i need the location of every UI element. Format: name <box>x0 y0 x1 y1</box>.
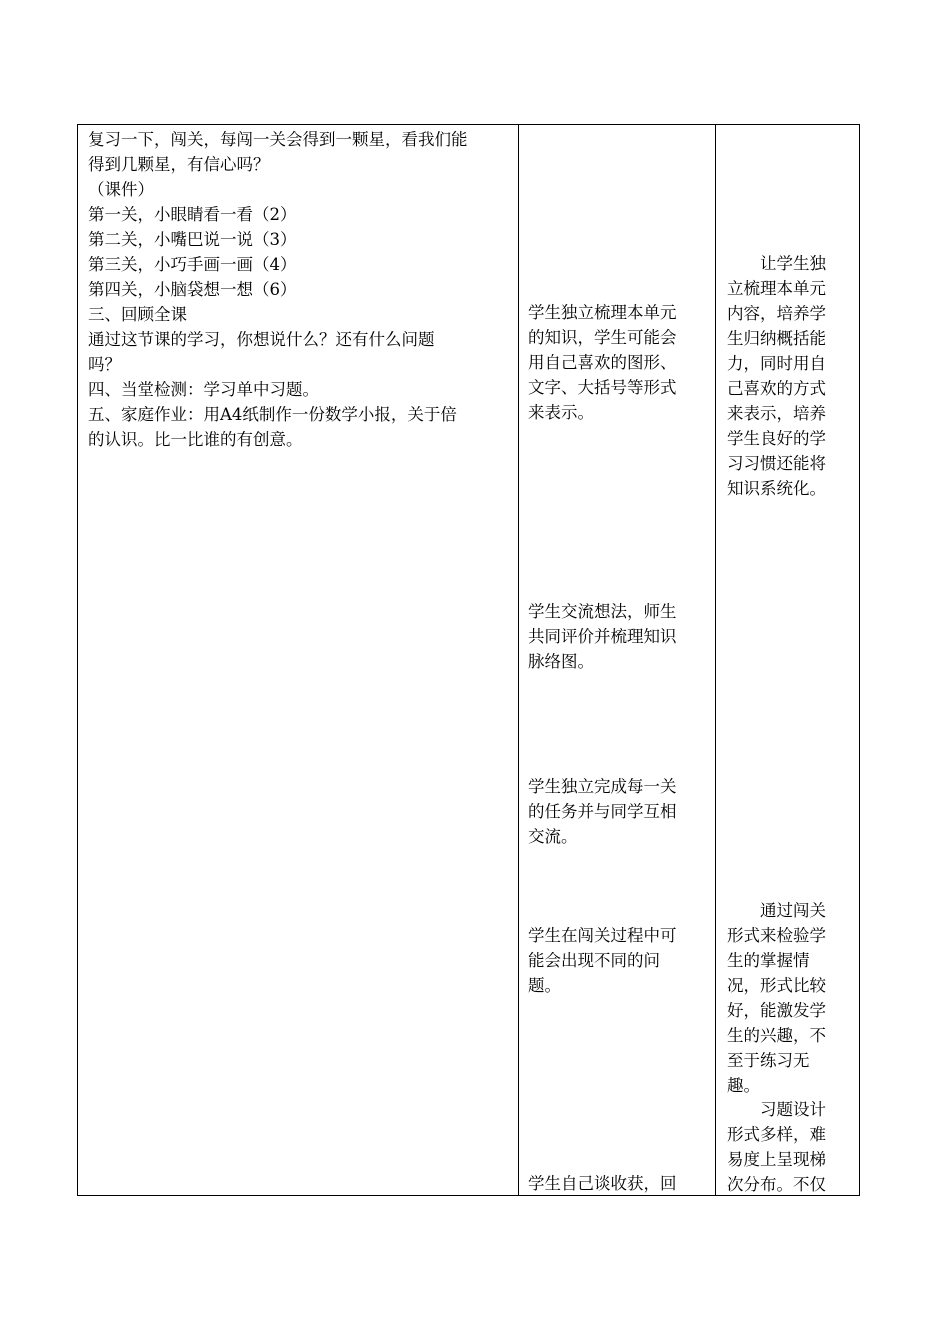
design-intent-block <box>727 251 826 501</box>
lesson-plan-table <box>77 124 860 1196</box>
text-line: 题。 <box>528 976 561 995</box>
student-activity-block <box>528 923 677 998</box>
text-line: 学生独立梳理本单元 <box>528 303 677 322</box>
text-line: 文字、大括号等形式 <box>528 378 677 397</box>
text-line: 第一关，小眼睛看一看（2） <box>88 205 297 224</box>
student-activity-block <box>528 300 677 425</box>
text-line: 况，形式比较 <box>727 976 826 995</box>
text-line: 通过闯关 <box>727 901 826 920</box>
text-line: 至于练习无 <box>727 1051 810 1070</box>
text-line: 次分布。不仅 <box>727 1175 826 1194</box>
text-line: 的认识。比一比谁的有创意。 <box>88 430 303 449</box>
text-line: 让学生独 <box>727 254 826 273</box>
text-line: 学生良好的学 <box>727 429 826 448</box>
text-line: 好，能激发学 <box>727 1001 826 1020</box>
column-divider <box>715 125 716 1195</box>
text-line: 第二关，小嘴巴说一说（3） <box>88 230 297 249</box>
text-line: 学生交流想法，师生 <box>528 602 677 621</box>
text-line: 内容，培养学 <box>727 304 826 323</box>
text-line: 习题设计 <box>727 1100 826 1119</box>
text-line: 己喜欢的方式 <box>727 379 826 398</box>
text-line: 得到几颗星，有信心吗？ <box>88 155 270 174</box>
text-line: 交流。 <box>528 827 578 846</box>
text-line: 用自己喜欢的图形、 <box>528 353 677 372</box>
text-line: 吗？ <box>88 355 121 374</box>
text-line: 趣。 <box>727 1076 760 1095</box>
text-line: 第四关，小脑袋想一想（6） <box>88 280 297 299</box>
text-line: 生的兴趣，不 <box>727 1026 826 1045</box>
text-line: 形式多样，难 <box>727 1125 826 1144</box>
student-activity-block <box>528 774 677 849</box>
design-intent-block <box>727 898 826 1098</box>
text-line: 的知识，学生可能会 <box>528 328 677 347</box>
text-line: 学生独立完成每一关 <box>528 777 677 796</box>
text-line: 第三关，小巧手画一画（4） <box>88 255 297 274</box>
text-line: 学生自己谈收获，回 <box>528 1174 677 1193</box>
student-activity-block <box>528 1171 677 1196</box>
text-line: 的任务并与同学互相 <box>528 802 677 821</box>
section-heading: 五、家庭作业：用A4纸制作一份数学小报，关于倍 <box>88 405 457 424</box>
text-line: 易度上呈现梯 <box>727 1150 826 1169</box>
text-line: 共同评价并梳理知识 <box>528 627 677 646</box>
student-activity-block <box>528 599 677 674</box>
text-line: 生归纳概括能 <box>727 329 826 348</box>
section-heading: 三、回顾全课 <box>88 305 187 324</box>
text-line: 来表示，培养 <box>727 404 826 423</box>
teaching-process-cell <box>88 127 468 452</box>
text-line: 知识系统化。 <box>727 479 826 498</box>
text-line: （课件） <box>88 180 154 199</box>
text-line: 学生在闯关过程中可 <box>528 926 677 945</box>
text-line: 立梳理本单元 <box>727 279 826 298</box>
section-heading: 四、当堂检测：学习单中习题。 <box>88 380 319 399</box>
text-line: 力，同时用自 <box>727 354 826 373</box>
text-line: 脉络图。 <box>528 652 594 671</box>
text-line: 能会出现不同的问 <box>528 951 660 970</box>
design-intent-block <box>727 1097 826 1197</box>
column-divider <box>518 125 519 1195</box>
text-line: 复习一下，闯关，每闯一关会得到一颗星，看我们能 <box>88 130 468 149</box>
text-line: 来表示。 <box>528 403 594 422</box>
text-line: 通过这节课的学习，你想说什么？还有什么问题 <box>88 330 435 349</box>
text-line: 形式来检验学 <box>727 926 826 945</box>
text-line: 习习惯还能将 <box>727 454 826 473</box>
text-line: 生的掌握情 <box>727 951 810 970</box>
